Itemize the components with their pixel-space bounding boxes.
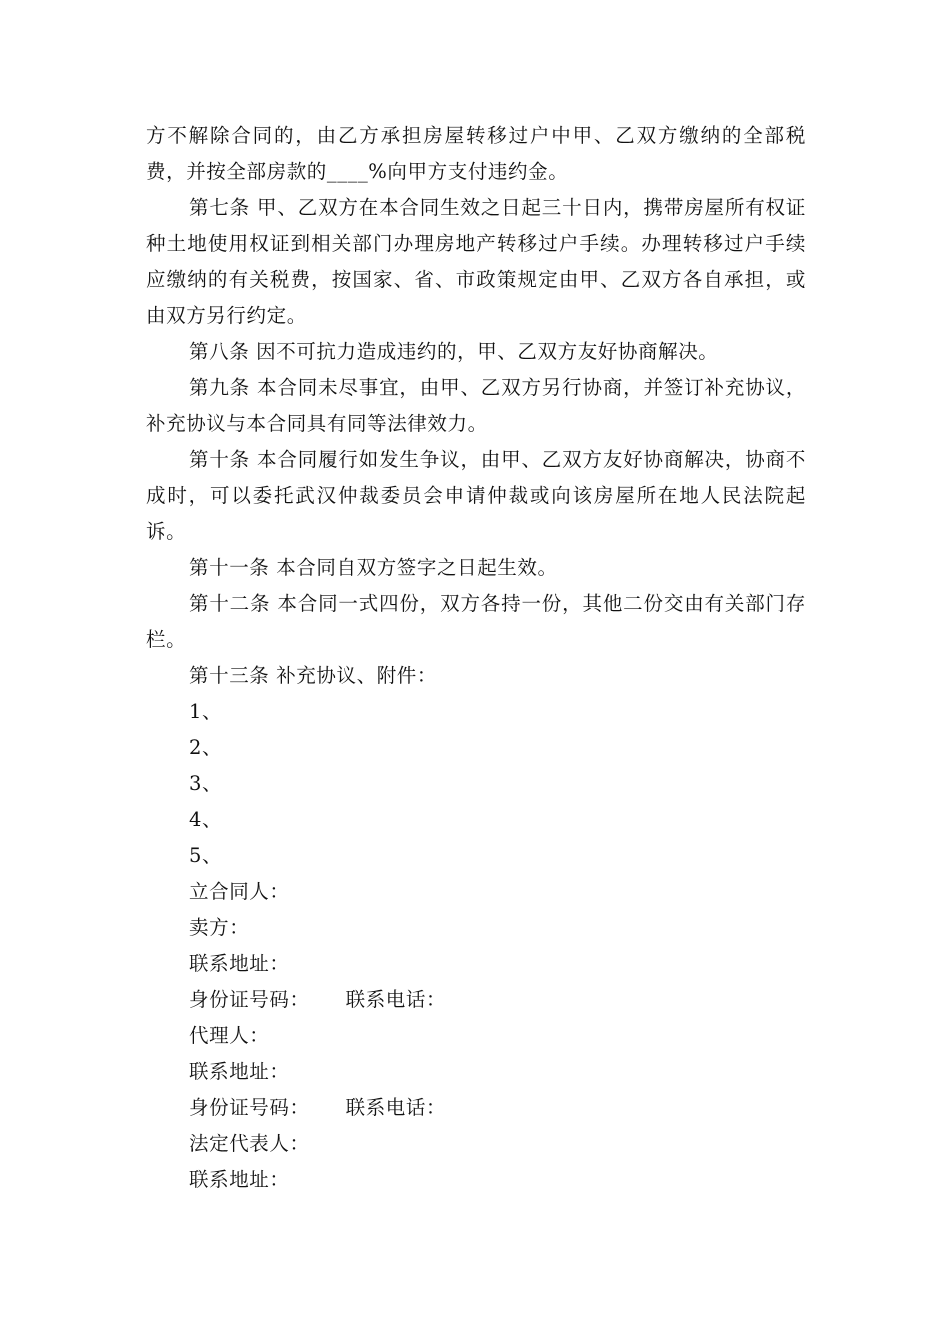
agent-phone-label: 联系电话： xyxy=(345,1096,447,1119)
agent-id-label: 身份证号码： xyxy=(189,1096,310,1119)
clause-13: 第十三条 补充协议、附件： xyxy=(189,664,437,687)
document-body xyxy=(146,118,806,1198)
attachment-item: 3、 xyxy=(189,772,223,795)
seller-phone-label: 联系电话： xyxy=(345,988,447,1011)
agent-id-phone-line xyxy=(146,1090,806,1126)
clause-11: 第十一条 本合同自双方签字之日起生效。 xyxy=(189,556,558,579)
legal-rep-label: 法定代表人： xyxy=(189,1132,310,1155)
clause-12: 第十二条 本合同一式四份，双方各持一份，其他二份交由有关部门存栏。 xyxy=(146,592,806,651)
seller-id-phone-line xyxy=(146,982,806,1018)
seller-label: 卖方： xyxy=(189,916,250,939)
agent-label: 代理人： xyxy=(189,1024,270,1047)
seller-id-label: 身份证号码： xyxy=(189,988,310,1011)
attachment-item: 2、 xyxy=(189,736,223,759)
paragraph-continuation: 方不解除合同的，由乙方承担房屋转移过户中甲、乙双方缴纳的全部税费，并按全部房款的____%向甲方支付违约金。 xyxy=(146,124,806,183)
seller-address-label: 联系地址： xyxy=(189,952,290,975)
clause-9: 第九条 本合同未尽事宜，由甲、乙双方另行协商，并签订补充协议，补充协议与本合同具有同等法律效力。 xyxy=(146,376,806,435)
attachment-item: 5、 xyxy=(189,844,223,867)
clause-10: 第十条 本合同履行如发生争议，由甲、乙双方友好协商解决，协商不成时，可以委托武汉仲裁委员会申请仲裁或向该房屋所在地人民法院起诉。 xyxy=(146,448,806,543)
agent-address-label: 联系地址： xyxy=(189,1060,290,1083)
clause-8: 第八条 因不可抗力造成违约的，甲、乙双方友好协商解决。 xyxy=(189,340,719,363)
attachment-item: 4、 xyxy=(189,808,223,831)
attachment-item: 1、 xyxy=(189,700,223,723)
contract-parties-label: 立合同人： xyxy=(189,880,290,903)
legal-rep-address-label: 联系地址： xyxy=(189,1168,290,1191)
clause-7: 第七条 甲、乙双方在本合同生效之日起三十日内，携带房屋所有权证种土地使用权证到相关部门办理房地产转移过户手续。办理转移过户手续应缴纳的有关税费，按国家、省、市政策规定由甲、乙双方各自承担，或由双方另行约定。 xyxy=(146,196,806,327)
